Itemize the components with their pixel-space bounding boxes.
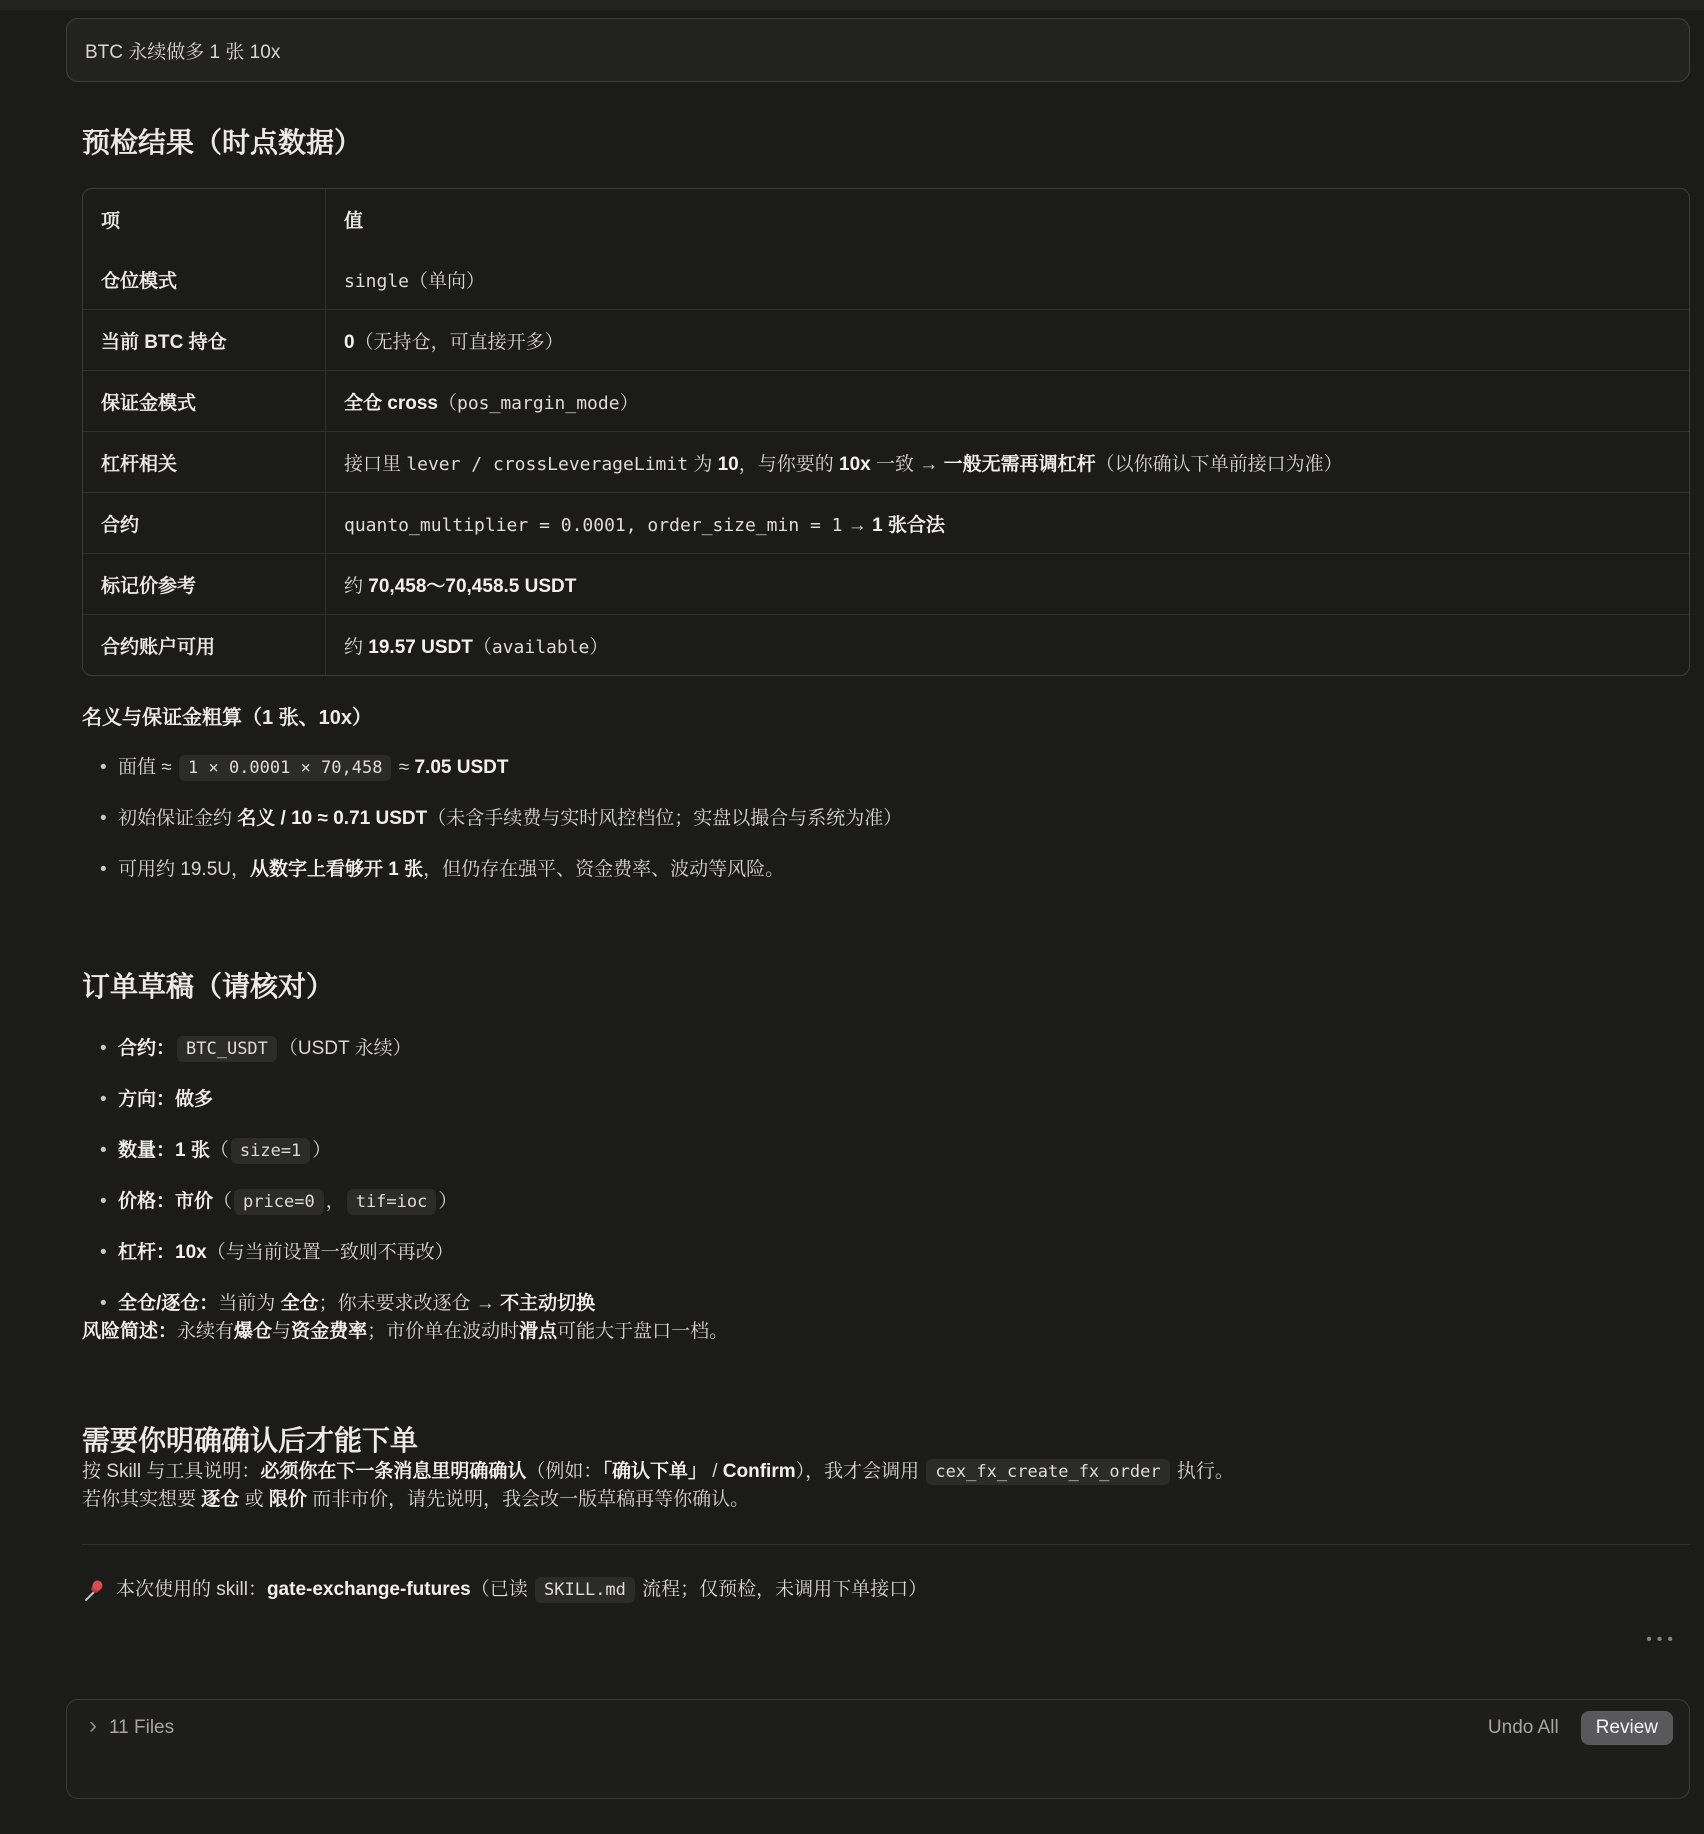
confirm-heading: 需要你明确确认后才能下单 bbox=[82, 1425, 419, 1456]
list-item: • 全仓/逐仓：当前为 全仓；你未要求改逐仓 → 不主动切换 bbox=[100, 1290, 1690, 1318]
col-header-value: 值 bbox=[344, 210, 364, 232]
table-row bbox=[83, 554, 1689, 615]
more-options-icon[interactable]: ••• bbox=[1646, 1631, 1678, 1648]
chat-content bbox=[0, 18, 1704, 1799]
precheck-heading: 预检结果（时点数据） bbox=[82, 127, 363, 158]
row-value: 接口里 lever / crossLeverageLimit 为 10，与你要的 10x 一致 → 一般无需再调杠杆（以你确认下单前接口为准） bbox=[326, 432, 1689, 493]
col-header-item: 项 bbox=[83, 189, 326, 249]
review-button[interactable]: Review bbox=[1581, 1711, 1673, 1745]
table-row bbox=[83, 371, 1689, 432]
list-item: • 价格：市价（ price=0 ， tif=ioc ） bbox=[100, 1188, 1690, 1216]
draft-heading: 订单草稿（请核对） bbox=[82, 971, 335, 1002]
row-value: quanto_multiplier = 0.0001, order_size_min = 1 → 1 张合法 bbox=[326, 493, 1689, 554]
list-item: • 面值 ≈ 1 × 0.0001 × 70,458 ≈ 7.05 USDT bbox=[100, 754, 1690, 782]
pushpin-icon bbox=[82, 1578, 106, 1602]
list-item: • 数量：1 张（ size=1 ） bbox=[100, 1137, 1690, 1165]
row-value: 0（无持仓，可直接开多） bbox=[326, 310, 1689, 371]
list-item: • 初始保证金约 名义 / 10 ≈ 0.71 USDT（未含手续费与实时风控档位；实盘以撮合与系统为准） bbox=[100, 805, 1690, 833]
list-item: • 方向：做多 bbox=[100, 1086, 1690, 1114]
row-label: 合约账户可用 bbox=[83, 615, 326, 675]
table-row bbox=[83, 493, 1689, 554]
draft-bullet-list bbox=[82, 1035, 1690, 1318]
table-row bbox=[83, 615, 1689, 675]
row-label: 仓位模式 bbox=[83, 249, 326, 310]
risk-summary: 风险简述：永续有爆仓与资金费率；市价单在波动时滑点可能大于盘口一档。 bbox=[82, 1321, 729, 1342]
files-review-bar bbox=[66, 1699, 1690, 1799]
row-label: 杠杆相关 bbox=[83, 432, 326, 493]
footer-actions bbox=[1488, 1710, 1673, 1746]
row-value: single（单向） bbox=[326, 249, 1689, 310]
table-row bbox=[83, 310, 1689, 371]
table-header-row bbox=[83, 189, 1689, 249]
list-item: • 合约： BTC_USDT （USDT 永续） bbox=[100, 1035, 1690, 1063]
section-divider bbox=[82, 1544, 1690, 1545]
precheck-table bbox=[82, 188, 1690, 676]
row-value: 约 70,458～70,458.5 USDT bbox=[326, 554, 1689, 615]
row-label: 标记价参考 bbox=[83, 554, 326, 615]
files-count-label: 11 Files bbox=[109, 1717, 175, 1738]
user-message-bubble bbox=[66, 18, 1690, 82]
undo-all-button[interactable]: Undo All bbox=[1487, 1717, 1559, 1738]
skill-note bbox=[82, 1575, 1690, 1605]
row-value: 约 19.57 USDT（available） bbox=[344, 636, 609, 658]
confirm-paragraph-line2: 若你其实想要 逐仓 或 限价 而非市价，请先说明，我会改一版草稿再等你确认。 bbox=[82, 1489, 750, 1510]
chevron-right-icon: › bbox=[89, 1712, 97, 1739]
window-top-edge bbox=[0, 0, 1704, 10]
row-label: 保证金模式 bbox=[83, 371, 326, 432]
row-label: 合约 bbox=[83, 493, 326, 554]
files-toggle[interactable] bbox=[89, 1710, 174, 1746]
row-label: 当前 BTC 持仓 bbox=[83, 310, 326, 371]
table-row bbox=[83, 432, 1689, 493]
user-message-text: BTC 永续做多 1 张 10x bbox=[85, 41, 281, 63]
list-item: • 杠杆：10x（与当前设置一致则不再改） bbox=[100, 1239, 1690, 1267]
notional-bullet-list bbox=[82, 754, 1690, 884]
row-value: 全仓 cross（pos_margin_mode） bbox=[326, 371, 1689, 432]
skill-note-text: 本次使用的 skill：gate-exchange-futures（已读 SKILL.md 流程；仅预检，未调用下单接口） bbox=[116, 1575, 927, 1605]
table-row bbox=[83, 249, 1689, 310]
notional-subheading: 名义与保证金粗算（1 张、10x） bbox=[82, 707, 373, 729]
list-item: • 可用约 19.5U，从数字上看够开 1 张，但仍存在强平、资金费率、波动等风险。 bbox=[100, 856, 1690, 884]
confirm-paragraph-line1: 按 Skill 与工具说明：必须你在下一条消息里明确确认（例如：「确认下单」 / Confirm），我才会调用 cex_fx_create_fx_order 执行。 bbox=[82, 1458, 1690, 1486]
